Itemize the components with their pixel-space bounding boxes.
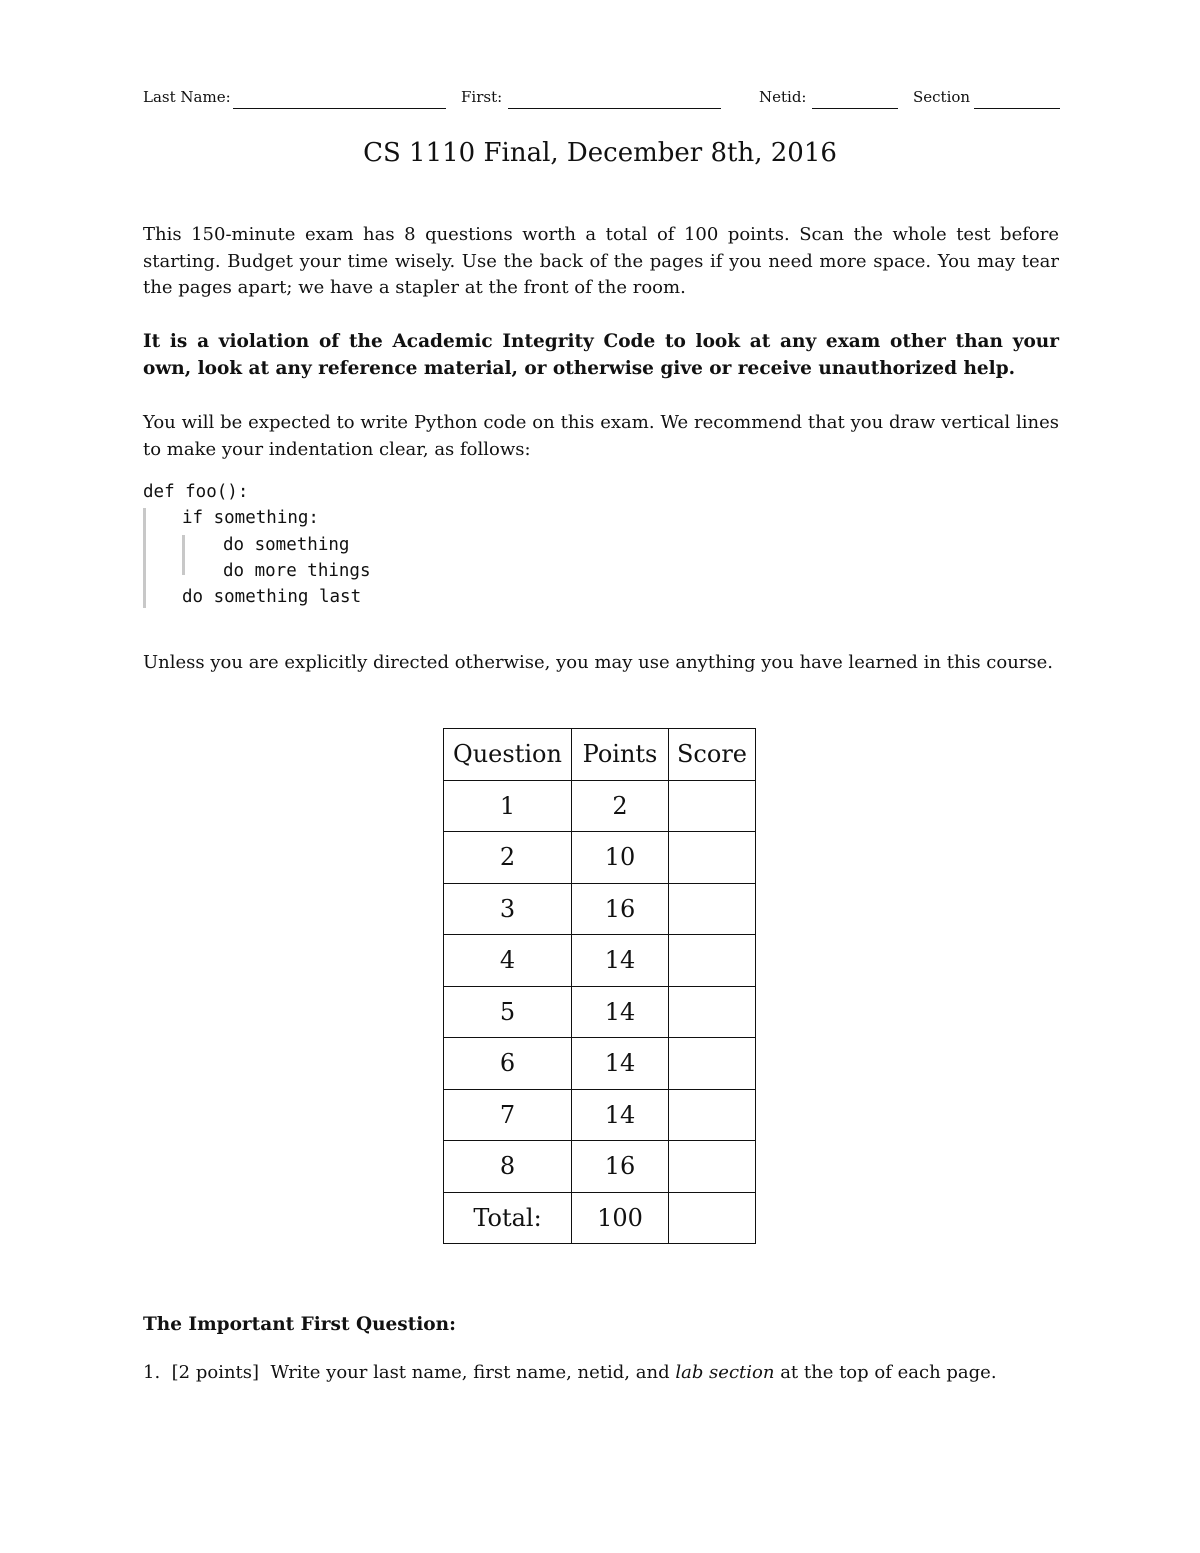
section-field[interactable] [974, 88, 1060, 109]
section-label: Section [913, 88, 971, 106]
points-cell: 14 [572, 986, 669, 1038]
score-cell[interactable] [669, 1038, 756, 1090]
indent-bar-outer [143, 508, 146, 608]
question-cell: 8 [444, 1141, 572, 1193]
first-name-label: First: [461, 88, 503, 106]
code-line-do-last: do something last [182, 587, 362, 607]
header-points: Points [572, 729, 669, 781]
table-header-row [444, 729, 756, 781]
question-text-end: at the top of each page. [780, 1362, 997, 1383]
netid-field[interactable] [812, 88, 898, 109]
table-row [444, 832, 756, 884]
netid-label: Netid: [759, 88, 807, 106]
table-row [444, 1038, 756, 1090]
score-cell[interactable] [669, 986, 756, 1038]
intro-paragraph: This 150-minute exam has 8 questions worth a total of 100 points. Scan the whole test before starting. Budget your time wisely. Use the back of the pages if you need more space. You may tear the pages apart; we have a stapler at the front of the room. [143, 224, 1059, 298]
integrity-statement: It is a violation of the Academic Integrity Code to look at any exam other than your own, look at any reference material, or otherwise give or receive unauthorized help. [143, 331, 1059, 379]
score-cell[interactable] [669, 780, 756, 832]
score-cell[interactable] [669, 832, 756, 884]
first-name-field[interactable] [508, 88, 721, 109]
indent-bar-inner [182, 535, 185, 575]
points-cell: 16 [572, 1141, 669, 1193]
code-line-do-something: do something [223, 535, 350, 555]
points-cell: 10 [572, 832, 669, 884]
score-cell[interactable] [669, 1141, 756, 1193]
code-line-if: if something: [182, 508, 319, 528]
question-text: Write your last name, first name, netid, and [270, 1362, 670, 1383]
code-line-do-more: do more things [223, 561, 371, 581]
question-cell: 3 [444, 883, 572, 935]
question-points: [2 points] [171, 1362, 260, 1383]
score-cell[interactable] [669, 1089, 756, 1141]
question-cell: 4 [444, 935, 572, 987]
table-row [444, 1141, 756, 1193]
question-cell: 2 [444, 832, 572, 884]
question-number: 1. [143, 1362, 161, 1383]
question-cell: 6 [444, 1038, 572, 1090]
question-cell: 1 [444, 780, 572, 832]
points-cell: 14 [572, 1038, 669, 1090]
exam-title: CS 1110 Final, December 8th, 2016 [363, 138, 837, 168]
last-name-label: Last Name: [143, 88, 231, 106]
table-row [444, 935, 756, 987]
score-cell[interactable] [669, 883, 756, 935]
question-text-emphasis: lab section [675, 1362, 775, 1383]
points-cell: 14 [572, 935, 669, 987]
question-cell: 5 [444, 986, 572, 1038]
header-score: Score [669, 729, 756, 781]
points-cell: 16 [572, 883, 669, 935]
table-row [444, 986, 756, 1038]
score-table [443, 728, 756, 1244]
points-cell: 2 [572, 780, 669, 832]
table-row [444, 1089, 756, 1141]
score-cell[interactable] [669, 935, 756, 987]
table-row [444, 780, 756, 832]
python-note: You will be expected to write Python code on this exam. We recommend that you draw vertical lines to make your indentation clear, as follows: [143, 412, 1059, 460]
total-label: Total: [444, 1192, 572, 1244]
question-cell: 7 [444, 1089, 572, 1141]
header-question: Question [444, 729, 572, 781]
points-cell: 14 [572, 1089, 669, 1141]
total-points: 100 [572, 1192, 669, 1244]
table-row [444, 883, 756, 935]
code-line-def: def foo(): [143, 482, 249, 502]
last-name-field[interactable] [233, 88, 446, 109]
question-1 [143, 1362, 997, 1383]
first-question-heading: The Important First Question: [143, 1314, 456, 1335]
table-total-row [444, 1192, 756, 1244]
total-score-cell[interactable] [669, 1192, 756, 1244]
unless-note: Unless you are explicitly directed otherwise, you may use anything you have learned in this course. [143, 652, 1054, 673]
